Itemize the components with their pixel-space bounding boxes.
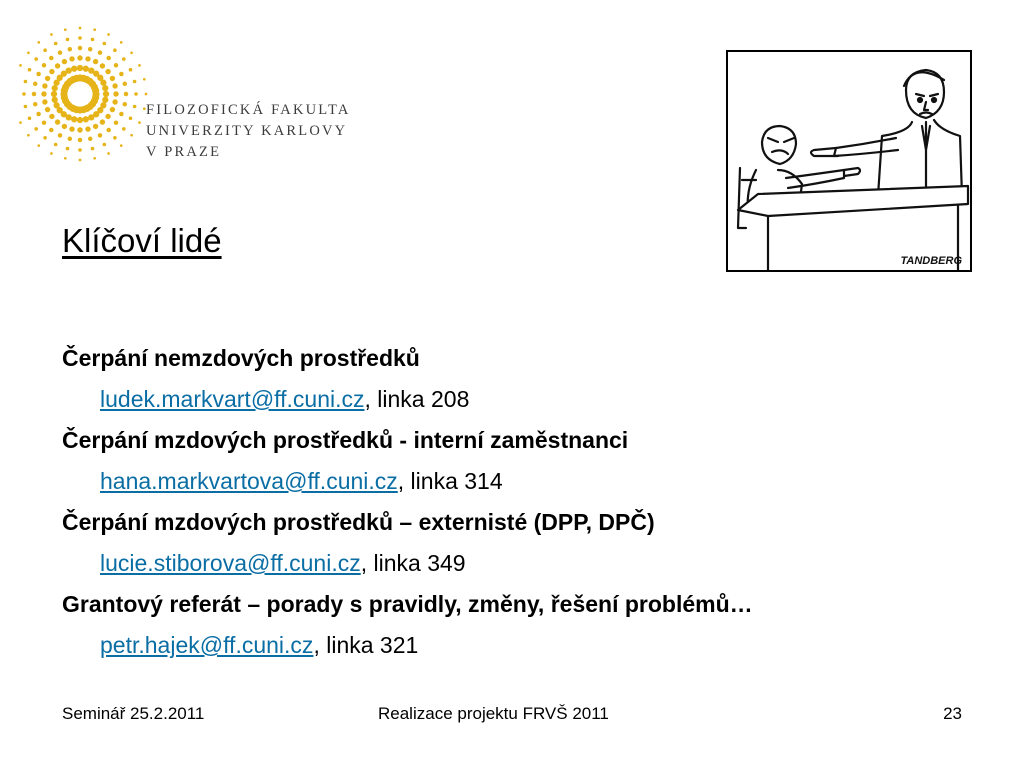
sun-dot	[19, 64, 22, 67]
sun-dot	[52, 97, 58, 103]
sun-dot	[79, 159, 82, 162]
sun-dot	[93, 157, 96, 160]
sun-dot	[71, 116, 77, 122]
faculty-name-line-3: V PRAZE	[146, 144, 222, 160]
cartoon-image	[726, 50, 972, 272]
email-link[interactable]: lucie.stiborova@ff.cuni.cz	[100, 550, 361, 576]
sun-dot	[27, 51, 30, 54]
sun-dot	[112, 83, 117, 88]
cartoon-signature: TANDBERG	[900, 255, 962, 267]
sun-dot	[122, 127, 126, 131]
faculty-name	[146, 100, 351, 163]
sun-dot	[34, 127, 38, 131]
sun-dot	[120, 144, 123, 147]
sun-dot	[106, 128, 111, 133]
sun-dot	[138, 64, 141, 67]
sun-dot	[122, 57, 126, 61]
sun-dot	[103, 42, 107, 46]
sun-dot	[71, 66, 77, 72]
sun-dot	[143, 78, 146, 81]
extension-text: , linka 208	[364, 386, 470, 412]
sun-dot	[42, 120, 47, 125]
sun-dot	[102, 85, 108, 91]
faculty-logo	[18, 12, 358, 172]
contact-line	[62, 542, 753, 584]
sun-dot	[103, 91, 109, 97]
sun-dot	[107, 152, 110, 155]
sun-dot	[33, 82, 38, 87]
sun-dot	[93, 59, 98, 64]
section-heading: Čerpání mzdových prostředků - interní zaměstnanci	[62, 427, 629, 453]
sun-dot	[88, 47, 93, 52]
sun-dot	[41, 91, 46, 96]
sun-dot	[32, 92, 37, 97]
sun-dot	[28, 117, 32, 121]
sun-dot	[105, 114, 110, 119]
footer-date: Seminář 25.2.2011	[62, 704, 205, 723]
contact-section	[62, 338, 753, 420]
contact-section	[62, 420, 753, 502]
sun-dot	[120, 41, 123, 44]
sun-dot	[133, 105, 137, 109]
sun-dot	[66, 147, 70, 151]
sun-dot	[52, 85, 58, 91]
sun-dot	[49, 69, 54, 74]
sun-dot	[69, 56, 74, 61]
sun-dot	[45, 107, 50, 112]
sun-dot	[129, 68, 133, 72]
faculty-name-line-1: FILOZOFICKÁ FAKULTA	[146, 102, 351, 118]
sun-dot	[113, 91, 118, 96]
sun-dot	[53, 102, 59, 108]
sun-dot	[85, 56, 90, 61]
sun-dot	[123, 82, 128, 87]
sun-dot	[124, 92, 129, 97]
sun-dot	[100, 80, 106, 86]
email-link[interactable]: ludek.markvart@ff.cuni.cz	[100, 386, 365, 412]
sun-dot	[36, 112, 41, 117]
sun-logo-icon	[18, 12, 148, 172]
sun-dot	[68, 137, 73, 142]
sun-dot	[98, 133, 103, 138]
sun-dot	[129, 117, 133, 121]
sun-dot	[138, 121, 141, 124]
email-link[interactable]: petr.hajek@ff.cuni.cz	[100, 632, 314, 658]
sun-dot	[42, 83, 47, 88]
extension-text: , linka 314	[397, 468, 503, 494]
sun-dot	[100, 63, 105, 68]
extension-text: , linka 349	[360, 550, 466, 576]
sun-dot	[106, 56, 111, 61]
contact-line	[62, 460, 753, 502]
sun-dot	[93, 124, 98, 129]
sun-dot	[54, 143, 58, 147]
sun-dot	[93, 28, 96, 31]
sun-dot	[22, 92, 26, 96]
sun-dot	[45, 76, 50, 81]
sun-dot	[77, 127, 82, 132]
sun-dot	[110, 76, 115, 81]
sun-dot	[114, 120, 119, 125]
sun-dot	[68, 47, 73, 52]
sun-dot	[49, 128, 54, 133]
sun-dot	[134, 92, 138, 96]
sun-dot	[113, 136, 117, 140]
sun-dot	[34, 57, 38, 61]
sun-dot	[83, 116, 89, 122]
sun-dot	[77, 65, 83, 71]
sun-dot	[64, 28, 67, 31]
sun-dot	[58, 133, 63, 138]
sun-dot	[58, 50, 63, 55]
sun-dot	[103, 143, 107, 147]
sun-dot	[49, 114, 54, 119]
sun-dot	[42, 99, 47, 104]
sun-dot	[114, 63, 119, 68]
sun-dot	[24, 105, 28, 109]
sun-dot	[78, 46, 83, 51]
section-heading: Grantový referát – porady s pravidly, změny, řešení problémů…	[62, 591, 753, 617]
sun-dot	[130, 51, 133, 54]
sun-dot	[77, 117, 83, 123]
sun-dot	[78, 148, 82, 152]
sun-dot	[105, 69, 110, 74]
contact-line	[62, 378, 753, 420]
contact-section	[62, 584, 753, 666]
sun-dot	[123, 102, 128, 107]
sun-dot	[64, 157, 67, 160]
contact-section	[62, 502, 753, 584]
sun-dot	[110, 107, 115, 112]
sun-dot	[24, 80, 28, 84]
sun-dot	[49, 56, 54, 61]
sun-dot	[78, 36, 82, 40]
sun-dot	[91, 38, 95, 42]
sun-dot	[66, 67, 72, 73]
sun-dot	[102, 97, 108, 103]
sun-dot	[66, 38, 70, 42]
sun-dot	[37, 41, 40, 44]
sun-dot	[51, 91, 57, 97]
sun-dot	[85, 126, 90, 131]
contact-list	[62, 338, 753, 666]
sun-dot	[50, 33, 53, 36]
footer-project: Realizace projektu FRVŠ 2011	[378, 704, 609, 723]
sun-dot	[112, 99, 117, 104]
sun-dot	[33, 102, 38, 107]
sun-dot	[37, 144, 40, 147]
sun-dot	[79, 27, 82, 30]
sun-dot	[113, 48, 117, 52]
page-number: 23	[943, 704, 962, 723]
sun-dot	[88, 137, 93, 142]
slide-title: Klíčoví lidé	[62, 222, 222, 259]
sun-dot	[36, 72, 41, 77]
sun-dot	[55, 119, 60, 124]
section-heading: Čerpání mzdových prostředků – externisté (DPP, DPČ)	[62, 509, 655, 535]
sun-dot	[88, 114, 94, 120]
sun-dot	[119, 112, 124, 117]
sun-dot	[55, 63, 60, 68]
sun-dot	[92, 87, 99, 94]
contact-line	[62, 624, 753, 666]
extension-text: , linka 321	[313, 632, 419, 658]
sun-dot	[69, 126, 74, 131]
sun-dot	[28, 68, 32, 72]
sun-dot	[77, 55, 82, 60]
sun-dot	[107, 33, 110, 36]
sun-dot	[145, 93, 148, 96]
sun-dot	[78, 138, 83, 143]
sun-dot	[100, 119, 105, 124]
sun-dot	[62, 124, 67, 129]
sun-dot	[91, 147, 95, 151]
sun-dot	[119, 72, 124, 77]
sun-dot	[43, 48, 47, 52]
sun-dot	[43, 136, 47, 140]
sun-dot	[130, 134, 133, 137]
sun-dot	[98, 50, 103, 55]
sun-dot	[19, 121, 22, 124]
sun-dot	[83, 66, 89, 72]
faculty-name-line-2: UNIVERZITY KARLOVY	[146, 123, 348, 139]
sun-dot	[54, 42, 58, 46]
sun-dot	[27, 134, 30, 137]
email-link[interactable]: hana.markvartova@ff.cuni.cz	[100, 468, 398, 494]
sun-dot	[50, 152, 53, 155]
sun-dot	[42, 63, 47, 68]
sun-dot	[62, 59, 67, 64]
sun-dot	[133, 80, 137, 84]
section-heading: Čerpání nemzdových prostředků	[62, 345, 420, 371]
